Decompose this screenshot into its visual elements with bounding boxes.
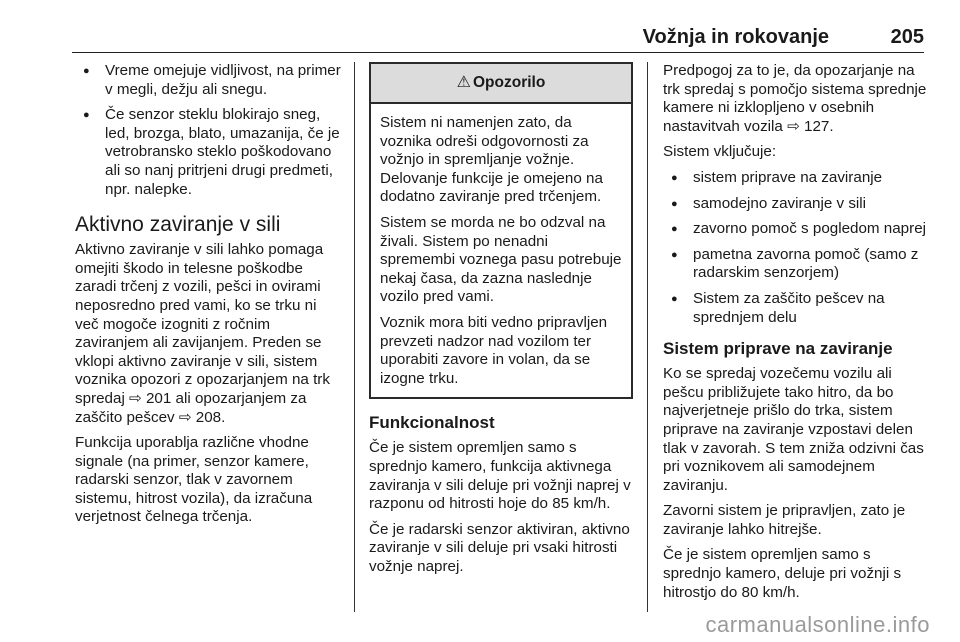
- paragraph: Zavorni sistem je pripravljen, zato je zaviranje lahko hitrejše.: [663, 502, 906, 538]
- warning-box: [369, 62, 633, 399]
- list-item: ● samodejno zaviranje v sili: [663, 195, 929, 214]
- page-title: Vožnja in rokovanje: [642, 26, 829, 48]
- page-number: 205: [890, 26, 924, 48]
- paragraph: Sistem vključuje:: [663, 143, 777, 161]
- paragraph: Sistem se morda ne bo odzval na živali. Sistem po nenadni spremembi voznega pasu potrebuje nekaj časa, da zazna naslednje vozilo pred vami.: [380, 213, 622, 306]
- paragraph: Voznik mora biti vedno pripravljen prevzeti nadzor nad vozilom ter uporabiti zavore in volan, da se izogne trku.: [380, 313, 608, 387]
- section-heading-functionality: Funkcionalnost: [369, 413, 495, 433]
- list-item: ● Sistem za zaščito pešcev na sprednjem delu: [663, 290, 929, 327]
- warning-title: Opozorilo: [473, 73, 546, 91]
- paragraph: Ko se spredaj vozečemu vozilu ali pešcu približujete tako hitro, da bo najverjetneje prišlo do trka, sistem priprave na zaviranje vzpostavi delen tlak v zavorah. S tem zniža odzivni čas pri voznikovem ali samodejnem zaviranju.: [663, 365, 924, 494]
- warning-icon: ⚠: [456, 73, 471, 91]
- list-item: ● sistem priprave na zaviranje: [663, 169, 929, 188]
- warning-header: [371, 64, 631, 104]
- paragraph: Če je sistem opremljen samo s sprednjo kamero, deluje pri vožnji s hitrostjo do 80 km/h.: [663, 546, 902, 601]
- column-3: [663, 62, 929, 609]
- section-heading-brake-preparation: Sistem priprave na zaviranje: [663, 339, 893, 359]
- section-heading-active-emergency-braking: Aktivno zaviranje v sili: [75, 213, 281, 237]
- paragraph: Če je radarski senzor aktiviran, aktivno zaviranje v sili deluje pri vsaki hitrosti vožnje naprej.: [369, 520, 630, 575]
- list-item: ● Če senzor steklu blokirajo sneg, led, brozga, blato, umazanija, če je vetrobransko steklo poškodovano ali so nanj pritrjeni drugi predmeti, npr. nalepke.: [75, 106, 343, 199]
- warning-body: [371, 104, 631, 397]
- list-item: ● Vreme omejuje vidljivost, na primer v megli, dežju ali snegu.: [75, 62, 343, 99]
- column-1: [75, 62, 343, 534]
- column-divider-1: [354, 62, 355, 612]
- paragraph: Predpogoj za to je, da opozarjanje na trk spredaj s pomočjo sistema sprednje kamere ni izklopljeno v osebnih nastavitvah vozila ⇨ 127.: [663, 62, 927, 135]
- column-divider-2: [647, 62, 648, 612]
- watermark: carmanualsonline.info: [705, 612, 930, 637]
- list-item: ● zavorno pomoč s pogledom naprej: [663, 220, 929, 239]
- system-features-list: [663, 169, 929, 327]
- column-2: [369, 62, 633, 583]
- paragraph: Sistem ni namenjen zato, da voznika odreši odgovornosti za vožnjo in spremljanje vožnje. Delovanje funkcije je omejeno na dodatno zaviranje pred trčenjem.: [380, 114, 603, 206]
- page-header: [72, 26, 924, 53]
- paragraph: Aktivno zaviranje v sili lahko pomaga omejiti škodo in telesne poškodbe zaradi trčenj z vozili, pešci in ovirami neposredno pred vami, ko se trku ni več mogoče izogniti z ročnim zaviranjem ali zavijanjem. Preden se vklopi aktivno zaviranje v sili, sistem voznika opozori z opozarjanjem na trk spredaj ⇨ 201 ali opozarjanjem za zaščito pešcev ⇨ 208.: [75, 241, 330, 426]
- list-item: ● pametna zavorna pomoč (samo z radarskim senzorjem): [663, 246, 929, 283]
- paragraph: Če je sistem opremljen samo s sprednjo kamero, funkcija aktivnega zaviranja v sili deluje pri vožnji naprej v razponu od hitrosti hoje do 85 km/h.: [369, 439, 631, 513]
- visibility-bullet-list: [75, 62, 343, 199]
- paragraph: Funkcija uporablja različne vhodne signale (na primer, senzor kamere, radarski senzor, tlak v zavornem sistemu, hitrost vozila), da izračuna verjetnost čelnega trčenja.: [75, 434, 313, 526]
